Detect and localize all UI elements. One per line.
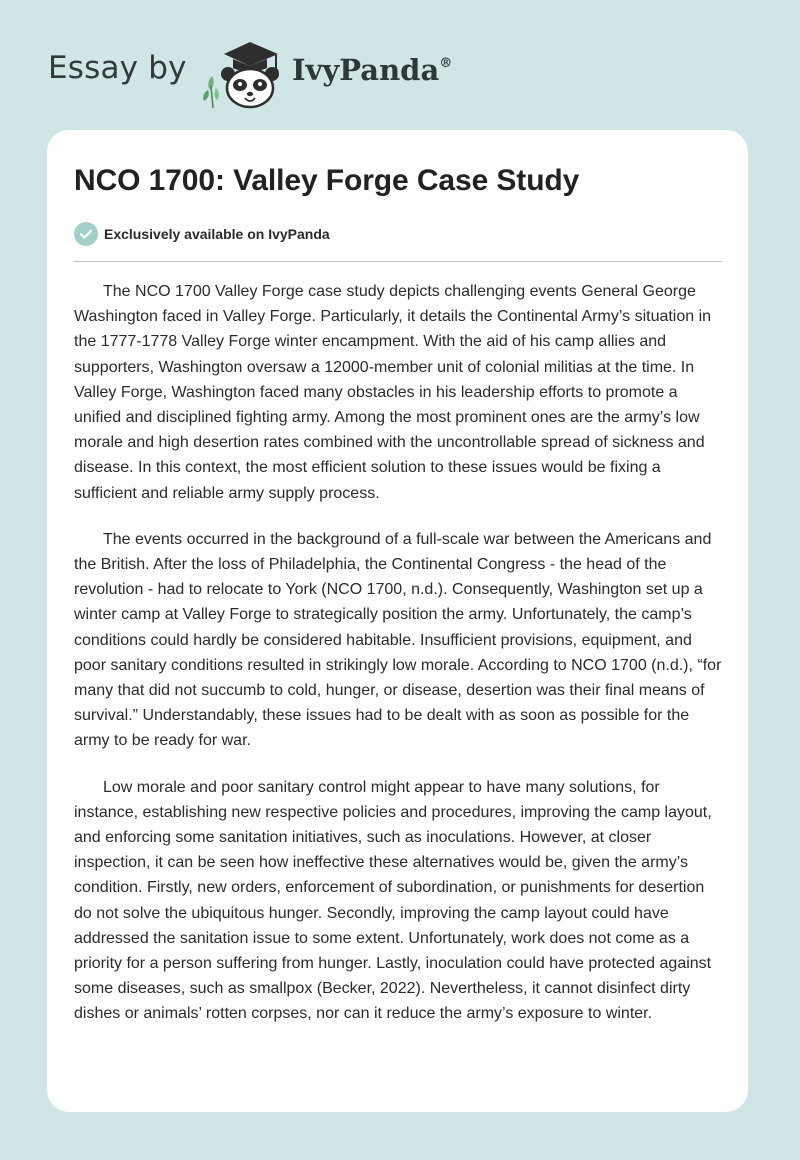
essay-card [47,130,748,1112]
essay-paragraph: The NCO 1700 Valley Forge case study depicts challenging events General George Washington faced in Valley Forge. Particularly, it details the Continental Army’s situation in the 1777-1778 Valley Forge winter encampment. With the aid of his camp allies and supporters, Washington oversaw a 12000-member unit of colonial militias at the time. In Valley Forge, Washington faced many obstacles in his leadership efforts to promote a unified and disciplined fighting army. Among the most prominent ones are the army’s low morale and high desertion rates combined with the uncontrollable spread of sickness and disease. In this context, the most efficient solution to these issues would be fixing a sufficient and reliable army supply process. [74,283,712,502]
registered-mark: ® [439,56,453,72]
essay-by-label: Essay by [48,50,187,86]
ivy-leaf-icon [203,76,219,108]
exclusive-badge [74,222,330,246]
checkmark-icon [74,222,98,246]
exclusive-badge-label: Exclusively available on IvyPanda [104,226,330,242]
essay-title: NCO 1700: Valley Forge Case Study [74,164,580,197]
ivypanda-panda-logo-icon[interactable] [198,36,290,110]
site-header [0,0,800,120]
ivypanda-brand-name[interactable]: IvyPanda® [292,53,453,87]
essay-paragraph: Low morale and poor sanitary control might appear to have many solutions, for instance, establishing new respective policies and procedures, improving the camp layout, and enforcing some sanitation initiatives, such as inoculations. However, at closer inspection, it can be seen how ineffective these alternatives would be, given the army’s condition. Firstly, new orders, enforcement of subordination, or punishments for desertion do not solve the ubiquitous hunger. Secondly, improving the camp layout could have addressed the sanitation issue to some extent. Unfortunately, work does not come as a priority for a person suffering from hunger. Lastly, inoculation could have protected against some diseases, such as smallpox (Becker, 2022). Nevertheless, it cannot disinfect dirty dishes or animals’ rotten corpses, nor can it reduce the army’s exposure to winter. [74,778,712,1023]
essay-paragraph: The events occurred in the background of a full-scale war between the Americans and the British. After the loss of Philadelphia, the Continental Congress - the head of the revolution - had to relocate to York (NCO 1700, n.d.). Consequently, Washington set up a winter camp at Valley Forge to strategically position the army. Unfortunately, the camp’s conditions could hardly be considered habitable. Insufficient provisions, equipment, and poor sanitary conditions resulted in strikingly low morale. According to NCO 1700 (n.d.), “for many that did not succumb to cold, hunger, or disease, desertion was their final means of survival.” Understandably, these issues had to be dealt with as soon as possible for the army to be ready for war. [74,530,722,750]
essay-body [74,279,724,1048]
title-divider [74,261,722,262]
